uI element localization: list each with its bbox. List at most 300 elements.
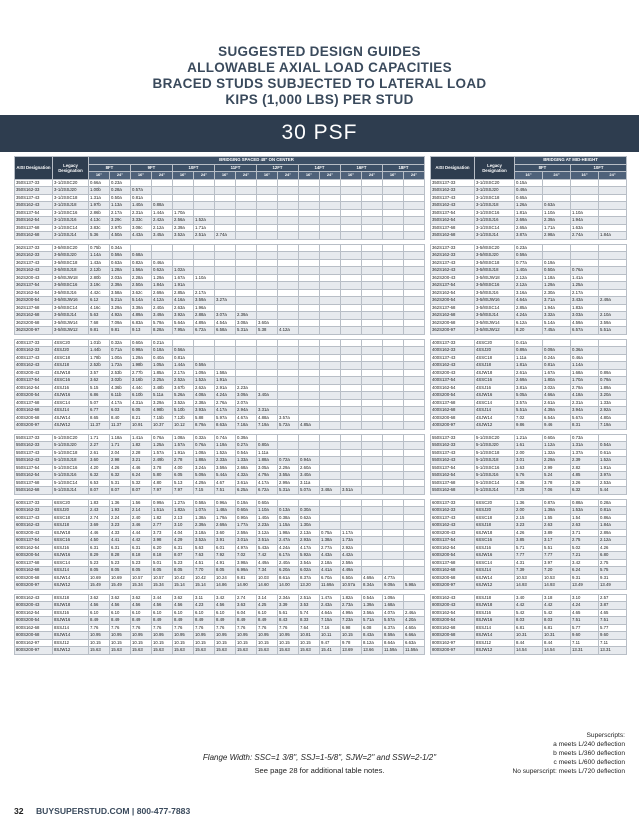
load-value: 5.57a (383, 617, 404, 625)
load-value (215, 274, 236, 282)
aisi-designation: 350S162-33 (15, 187, 53, 195)
aisi-designation: 400S137-68 (15, 399, 53, 407)
load-value (404, 602, 425, 610)
column-header-legacy: Legacy Designation (53, 157, 89, 180)
load-value: 14.00 (278, 582, 299, 590)
load-value (599, 434, 627, 442)
load-value: 1.82 (131, 442, 152, 450)
load-value: 2.69a (152, 289, 173, 297)
load-value: 6.05 (173, 472, 194, 480)
load-value (599, 354, 627, 362)
load-value: 1.31a (89, 194, 110, 202)
load-value: 3.62 (110, 594, 131, 602)
load-value: 0.46a (152, 259, 173, 267)
load-value (320, 507, 341, 515)
legacy-designation: 4SSC20 (53, 339, 89, 347)
load-value: 6.50a (341, 574, 362, 582)
load-value: 2.88a (194, 312, 215, 320)
load-value: 3.58a (110, 289, 131, 297)
load-value (299, 347, 320, 355)
load-value: 3.91 (215, 537, 236, 545)
load-value: 8.43 (278, 617, 299, 625)
load-value: 6.32 (89, 472, 110, 480)
load-value: 2.89a (599, 529, 627, 537)
load-value (257, 209, 278, 217)
load-value (215, 202, 236, 210)
table-row (431, 559, 627, 567)
load-value: 1.67a (543, 369, 571, 377)
load-value: 4.04 (173, 529, 194, 537)
load-value (236, 274, 257, 282)
load-value: 2.93a (299, 537, 320, 545)
load-value: 2.56a (173, 217, 194, 225)
load-value (278, 347, 299, 355)
legacy-designation: 8SJW12 (475, 647, 515, 655)
load-value (215, 347, 236, 355)
aisi-designation: 800S162-43 (15, 594, 53, 602)
load-value: 5.31a (278, 487, 299, 495)
legacy-designation: 6SSC18 (53, 514, 89, 522)
load-value (320, 514, 341, 522)
load-value: 10.15 (89, 639, 110, 647)
legacy-designation: 6SSJ18 (475, 522, 515, 530)
table-row (15, 194, 425, 202)
load-value: 5.42 (543, 609, 571, 617)
spacing-header: 16" (173, 172, 194, 180)
aisi-designation: 550S137-43 (431, 449, 475, 457)
load-value: 5.32 (131, 479, 152, 487)
aisi-designation: 362S162-54 (431, 289, 475, 297)
load-value (194, 267, 215, 275)
guide-units: KIPS (1,000 LBS) PER STUD (225, 92, 414, 107)
aisi-designation: 350S137-68 (15, 224, 53, 232)
load-value: 1.38a (194, 514, 215, 522)
load-value (383, 414, 404, 422)
legacy-designation: 3-1/2SSC16 (53, 209, 89, 217)
load-value: 9.09a (383, 582, 404, 590)
load-value: 4.26 (599, 544, 627, 552)
table-row (15, 499, 425, 507)
load-value (404, 224, 425, 232)
load-value: 3.62c (131, 289, 152, 297)
load-value (362, 392, 383, 400)
load-value: 8.49 (236, 617, 257, 625)
load-value: 0.63a (543, 202, 571, 210)
load-value (404, 267, 425, 275)
load-value (404, 422, 425, 430)
load-value (383, 544, 404, 552)
legacy-designation: 6SSC18 (475, 514, 515, 522)
load-value (362, 422, 383, 430)
legacy-designation: 3-1/2SSC14 (475, 224, 515, 232)
load-value: 15.63 (131, 647, 152, 655)
load-value (341, 319, 362, 327)
table-row (431, 457, 627, 465)
load-value (278, 259, 299, 267)
load-value (173, 244, 194, 252)
load-value: 1.81a (515, 362, 543, 370)
load-value (362, 567, 383, 575)
load-value: 6.20a (278, 567, 299, 575)
load-value: 0.59a (194, 362, 215, 370)
aisi-designation: 362S137-54 (431, 282, 475, 290)
load-value (257, 187, 278, 195)
load-value (299, 392, 320, 400)
load-value: 0.89a (515, 347, 543, 355)
load-value: 2.77b (131, 369, 152, 377)
load-value (341, 464, 362, 472)
load-value: 6.37a (383, 624, 404, 632)
load-value: 7.19a (257, 422, 278, 430)
legacy-designation: 3-1/2SSJ16 (53, 217, 89, 225)
load-value: 6.10 (173, 609, 194, 617)
load-value (362, 244, 383, 252)
load-value (320, 457, 341, 465)
legacy-designation: 3-5/8SSC16 (53, 282, 89, 290)
load-value: 5.77 (571, 624, 599, 632)
load-value: 2.59a (236, 529, 257, 537)
table-row (431, 574, 627, 582)
load-value: 0.73a (571, 434, 599, 442)
load-value (404, 327, 425, 335)
table-row (15, 209, 425, 217)
table-row (431, 514, 627, 522)
load-value (341, 289, 362, 297)
load-value: 0.56a (173, 347, 194, 355)
load-value: 3.39a (131, 304, 152, 312)
load-value: 5.14a (131, 297, 152, 305)
load-value: 0.62a (299, 514, 320, 522)
legacy-designation: 3-1/2SSC18 (475, 194, 515, 202)
aisi-designation: 550S162-43 (15, 457, 53, 465)
load-value: 1.00b (89, 187, 110, 195)
load-value: 4.26 (515, 529, 543, 537)
load-value (362, 319, 383, 327)
load-value: 6.10 (131, 609, 152, 617)
aisi-designation: 600S137-43 (15, 514, 53, 522)
load-value (215, 224, 236, 232)
load-value: 4.66a (543, 392, 571, 400)
load-value (299, 267, 320, 275)
load-value (404, 559, 425, 567)
load-value: 2.80b (89, 274, 110, 282)
load-value: 3.33c (131, 217, 152, 225)
load-value: 4.42 (131, 537, 152, 545)
load-value: 0.87a (543, 499, 571, 507)
spacing-header: 16" (299, 172, 320, 180)
legacy-designation: 3-5/8SJW16 (475, 297, 515, 305)
table-row (431, 632, 627, 640)
load-value (404, 529, 425, 537)
aisi-designation: 600S137-68 (431, 559, 475, 567)
table-row (15, 392, 425, 400)
legacy-designation: 6SSC20 (53, 499, 89, 507)
legacy-designation: 8SSJ12 (475, 639, 515, 647)
load-value (404, 574, 425, 582)
load-value: 6.98 (341, 624, 362, 632)
load-value: 1.19a (215, 442, 236, 450)
load-value: 13.66 (362, 647, 383, 655)
load-value: 5.31 (110, 479, 131, 487)
load-value: 1.85a (152, 369, 173, 377)
load-value (320, 327, 341, 335)
load-value (362, 354, 383, 362)
load-value (341, 259, 362, 267)
load-value (383, 187, 404, 195)
load-value (299, 407, 320, 415)
load-value: 6.01 (215, 544, 236, 552)
table-row (15, 609, 425, 617)
load-value (299, 259, 320, 267)
height-header: 16FT (341, 164, 383, 172)
load-value (299, 327, 320, 335)
aisi-designation: 362S137-54 (15, 282, 53, 290)
load-value (341, 507, 362, 515)
load-value (257, 297, 278, 305)
table-row (431, 487, 627, 495)
load-value: 0.49a (515, 187, 543, 195)
load-value (543, 252, 571, 260)
load-value: 1.91a (173, 449, 194, 457)
legacy-designation: 8SJW18 (53, 602, 89, 610)
load-value: 2.50a (131, 282, 152, 290)
load-value: 4.29a (194, 479, 215, 487)
load-value: 15.63 (299, 647, 320, 655)
load-value: 8.49 (152, 617, 173, 625)
load-value: 11.37 (89, 422, 110, 430)
load-value (571, 194, 599, 202)
load-value (341, 224, 362, 232)
load-value: 2.57 (599, 594, 627, 602)
load-value (320, 407, 341, 415)
load-value: 9.81 (89, 327, 110, 335)
superscript-b: b meets L/360 deflection (553, 750, 625, 757)
aisi-designation: 800S162-54 (431, 609, 475, 617)
load-value: 8.07 (89, 487, 110, 495)
load-value: 3.51a (257, 537, 278, 545)
load-value: 2.69a (515, 377, 543, 385)
load-value: 9.78 (341, 639, 362, 647)
load-value: 7.76 (152, 624, 173, 632)
load-value: 1.84a (599, 232, 627, 240)
load-value: 2.25a (152, 377, 173, 385)
load-value: 5.26a (173, 392, 194, 400)
load-value: 1.56 (131, 499, 152, 507)
superscript-c: c meets L/600 deflection (553, 759, 625, 766)
legacy-designation: 5-1/2SSC14 (53, 479, 89, 487)
load-value (257, 259, 278, 267)
load-value: 3.01a (236, 537, 257, 545)
load-value (383, 377, 404, 385)
load-value (320, 464, 341, 472)
aisi-designation: 362S200-97 (15, 327, 53, 335)
load-value (299, 384, 320, 392)
legacy-designation: 5-1/2SSC14 (475, 479, 515, 487)
load-value: 2.23a (236, 384, 257, 392)
load-value: 3.59a (194, 297, 215, 305)
load-value (362, 282, 383, 290)
load-value (362, 449, 383, 457)
legacy-designation: 4SJW12 (475, 422, 515, 430)
load-value: 5.63 (89, 312, 110, 320)
load-value: 7.15a (320, 617, 341, 625)
load-value: 6.24 (571, 567, 599, 575)
legacy-designation: 4SSJ14 (53, 407, 89, 415)
legacy-designation: 6SJW16 (53, 552, 89, 560)
load-value (299, 224, 320, 232)
load-value: 0.54a (599, 442, 627, 450)
load-value (215, 339, 236, 347)
legacy-designation: 3-5/8SSJ20 (475, 252, 515, 260)
table-row (15, 602, 425, 610)
aisi-designation: 350S137-54 (431, 209, 475, 217)
load-value: 5.92a (299, 552, 320, 560)
load-value: 3.09a (236, 392, 257, 400)
load-value: 5.10b (173, 407, 194, 415)
load-value (278, 252, 299, 260)
load-value: 3.02a (543, 384, 571, 392)
load-value (341, 312, 362, 320)
load-value: 0.50a (543, 267, 571, 275)
load-value: 6.10 (89, 609, 110, 617)
load-value: 10.15 (152, 639, 173, 647)
legacy-designation: 3-1/2SSJ20 (53, 187, 89, 195)
load-value (236, 232, 257, 240)
load-value: 7.45a (543, 327, 571, 335)
aisi-designation: 600S137-68 (15, 559, 53, 567)
load-value: 1.36 (110, 499, 131, 507)
load-value (320, 224, 341, 232)
load-value: 4.41 (110, 537, 131, 545)
load-value: 0.54a (236, 449, 257, 457)
legacy-designation: 3-5/8SSC16 (475, 282, 515, 290)
load-value: 2.99 (543, 464, 571, 472)
load-value: 8.03 (543, 617, 571, 625)
load-value: 4.43a (320, 552, 341, 560)
table-row (15, 327, 425, 335)
load-value: 0.81a (131, 194, 152, 202)
load-value (362, 522, 383, 530)
load-value: 15.63 (278, 647, 299, 655)
table-row (431, 624, 627, 632)
load-value: 1.10a (257, 507, 278, 515)
load-value: 1.56a (131, 267, 152, 275)
load-value (278, 319, 299, 327)
load-value (571, 259, 599, 267)
height-header: 8FT (89, 164, 131, 172)
load-value (362, 507, 383, 515)
load-value (278, 289, 299, 297)
table-row (15, 582, 425, 590)
load-value: 2.31a (571, 399, 599, 407)
load-value: 6.12 (89, 297, 110, 305)
aisi-designation: 350S137-54 (15, 209, 53, 217)
load-value: 1.91a (173, 282, 194, 290)
load-value: 1.40a (257, 514, 278, 522)
aisi-designation: 600S137-43 (431, 514, 475, 522)
load-value: 0.40a (152, 354, 173, 362)
load-value (278, 282, 299, 290)
load-value: 6.58a (215, 327, 236, 335)
load-value (383, 472, 404, 480)
load-value: 2.92a (341, 544, 362, 552)
legacy-designation: 3-5/8SJW16 (53, 297, 89, 305)
legacy-designation: 4SJW18 (475, 369, 515, 377)
load-value (278, 187, 299, 195)
load-value: 3.53 (299, 602, 320, 610)
load-value: 6.10b (131, 392, 152, 400)
load-value (320, 434, 341, 442)
load-value: 0.32a (194, 434, 215, 442)
load-value: 7.76 (278, 624, 299, 632)
load-value: 7.23a (341, 617, 362, 625)
guide-subtitle: ALLOWABLE AXIAL LOAD CAPACITIES (187, 60, 452, 75)
load-value: 13.69 (341, 647, 362, 655)
load-value (404, 407, 425, 415)
legacy-designation: 5-1/2SSJ16 (53, 472, 89, 480)
load-value: 2.03a (110, 274, 131, 282)
load-value: 3.42 (215, 594, 236, 602)
load-value: 5.67a (571, 414, 599, 422)
load-value (362, 464, 383, 472)
load-value (341, 392, 362, 400)
load-value: 3.93a (194, 407, 215, 415)
load-value: 2.52b (89, 362, 110, 370)
load-value: 4.46 (89, 529, 110, 537)
load-value: 7.51 (571, 617, 599, 625)
load-value: 5.24 (543, 472, 571, 480)
load-value: 8.49 (131, 617, 152, 625)
load-value (404, 594, 425, 602)
load-value (383, 399, 404, 407)
load-value: 4.33 (110, 529, 131, 537)
load-value (383, 252, 404, 260)
load-value (320, 217, 341, 225)
load-value (131, 179, 152, 187)
aisi-designation: 600S162-33 (431, 507, 475, 515)
load-value (299, 362, 320, 370)
load-value: 0.27a (236, 442, 257, 450)
load-value: 2.62a (194, 384, 215, 392)
load-value: 2.42a (152, 217, 173, 225)
aisi-designation: 600S200-97 (431, 582, 475, 590)
legacy-designation: 5-1/2SSJ16 (475, 472, 515, 480)
load-value (383, 217, 404, 225)
load-value: 8.07 (173, 552, 194, 560)
load-value: 10.15 (236, 639, 257, 647)
load-value: 4.99a (341, 609, 362, 617)
load-value: 5.11a (152, 392, 173, 400)
load-value (341, 354, 362, 362)
aisi-designation: 550S137-54 (15, 464, 53, 472)
load-value: 6.80 (599, 552, 627, 560)
load-value: 2.61 (89, 449, 110, 457)
load-value (215, 194, 236, 202)
load-value: 3.67b (173, 384, 194, 392)
load-value: 0.75b (89, 244, 110, 252)
load-value: 0.88a (571, 499, 599, 507)
load-value (599, 202, 627, 210)
legacy-designation: 4SSC14 (53, 399, 89, 407)
load-value: 4.44c (131, 384, 152, 392)
load-value: 1.37a (571, 449, 599, 457)
load-value (299, 414, 320, 422)
load-value: 10.69 (110, 574, 131, 582)
load-value: 4.24 (571, 602, 599, 610)
table-row (15, 567, 425, 575)
load-value: 8.40 (110, 414, 131, 422)
table-row (15, 594, 425, 602)
